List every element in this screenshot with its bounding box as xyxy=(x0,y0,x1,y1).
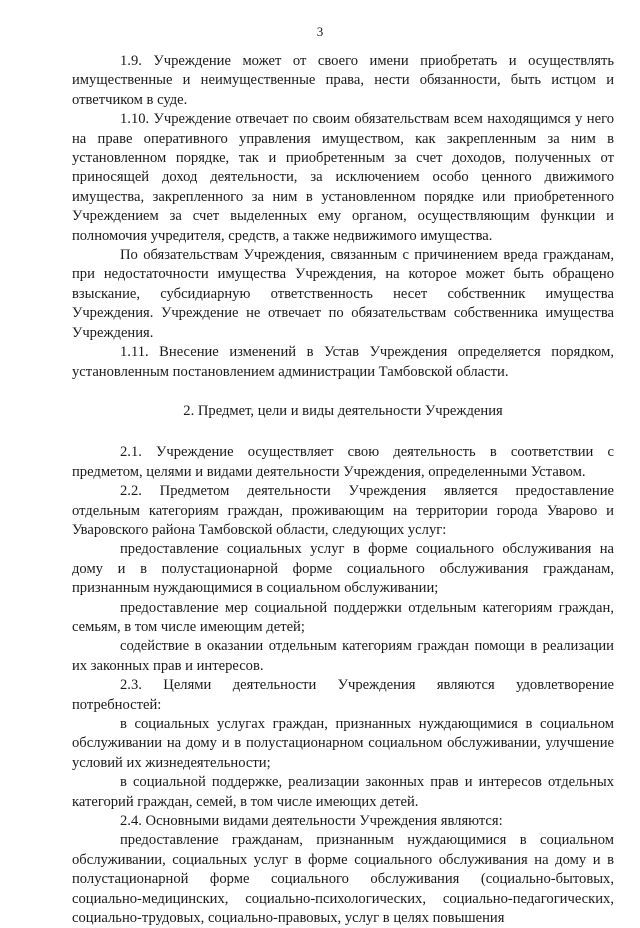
paragraph-2-3: 2.3. Целями деятельности Учреждения являются удовлетворение потребностей: xyxy=(72,677,614,713)
list-item-goal-support: в социальной поддержке, реализации законных прав и интересов отдельных категорий граждан, семей, в том числе имеющих детей. xyxy=(72,774,614,810)
paragraph-1-9: 1.9. Учреждение может от своего имени приобретать и осуществлять имущественные и неимущественные права, нести обязанности, быть истцом и ответчиком в суде. xyxy=(72,53,614,108)
paragraph-2-4: 2.4. Основными видами деятельности Учреждения являются: xyxy=(120,813,503,830)
list-item-goal-services: в социальных услугах граждан, признанных нуждающимися в социальном обслуживании на дому и в полустационарном социальном обслуживании, улучшение условий их жизнедеятельности; xyxy=(72,716,614,771)
list-item-social-services: предоставление социальных услуг в форме социального обслуживания на дому и в полустационарной форме социального обслуживания гражданам, признанным нуждающимися в социальном обслуживании; xyxy=(72,541,614,597)
paragraph-1-11: 1.11. Внесение изменений в Устав Учреждения определяется порядком, установленным постановлением администрации Тамбовской области. xyxy=(72,344,614,380)
page-number: 3 xyxy=(316,24,324,39)
paragraph-liability: По обязательствам Учреждения, связанным с причинением вреда гражданам, при недостаточности имущества Учреждения, на которое может быть обращено взыскание, субсидиарную ответственность несет собственник имущества Учреждения. Учреждение не отвечает по обязательствам собственника имущества Учреждения. xyxy=(72,247,614,341)
list-item-assistance: содействие в оказании отдельным категориям граждан помощи в реализации их законных прав и интересов. xyxy=(72,638,614,674)
list-item-activity-services: предоставление гражданам, признанным нуждающимися в социальном обслуживании, социальных услуг в форме социального обслуживания на дому и в полустационарной форме социального обслуживания (социально-бытовых, социально-медицинских, социально-психологических, социально-педагогических, социально-трудовых, социально-правовых, услуг в целях повышения xyxy=(72,832,614,927)
paragraph-1-10: 1.10. Учреждение отвечает по своим обязательствам всем находящимся у него на праве оперативного управления имуществом, как закрепленным за ним в установленном порядке, так и приобретенным за счет доходов, полученных от приносящей доход деятельности, за исключением особо ценного движимого имущества, закрепленного за ним в установленном порядке или приобретенного Учреждением за счет выделенных ему органом, осуществляющим функции и полномочия учредителя, средств, а также недвижимого имущества. xyxy=(72,111,614,244)
list-item-social-support: предоставление мер социальной поддержки отдельным категориям граждан, семьям, в том числе имеющим детей; xyxy=(72,599,614,635)
paragraph-2-1: 2.1. Учреждение осуществляет свою деятельность в соответствии с предметом, целями и видами деятельности Учреждения, определенными Уставом. xyxy=(72,444,614,480)
section-heading: 2. Предмет, цели и виды деятельности Учреждения xyxy=(183,402,503,419)
paragraph-2-2: 2.2. Предметом деятельности Учреждения является предоставление отдельным категориям граждан, проживающим на территории города Уварово и Уваровского района Тамбовской области, следующих услуг: xyxy=(72,483,614,538)
